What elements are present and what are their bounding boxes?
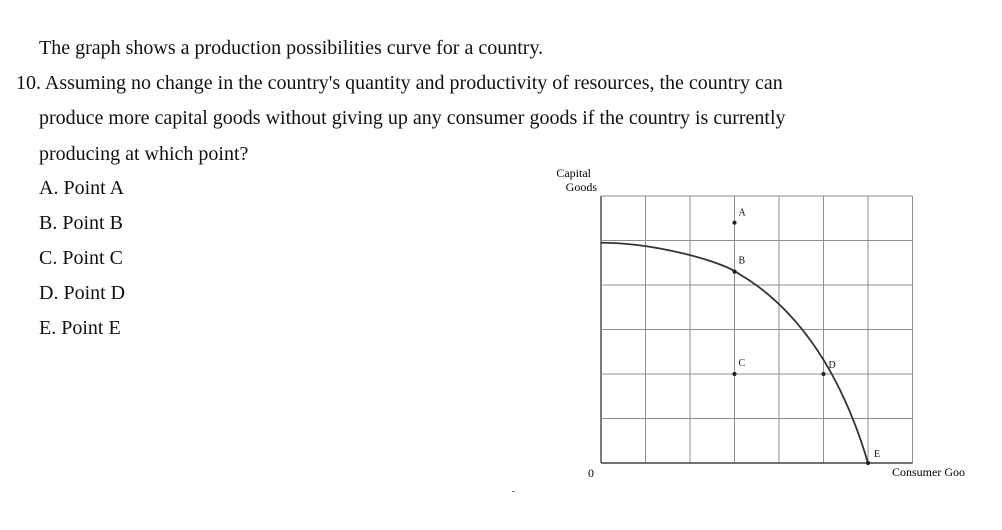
point-d-marker [821,372,825,376]
y-axis-label-line-2: Goods [565,180,597,194]
point-a-label: A [738,207,746,219]
graph-points [732,208,880,465]
answer-option-d[interactable]: D. Point D [39,282,126,304]
question-line-1: 10. Assuming no change in the country's quantity and productivity of resources, the country can [16,72,783,94]
point-d-label: D [828,360,836,371]
point-c-label: C [738,358,746,369]
answer-option-e[interactable]: E. Point E [39,317,121,339]
point-e-label: E [874,449,881,460]
point-b-marker [732,270,736,274]
answer-option-c[interactable]: C. Point C [39,247,123,269]
stray-mark [512,491,515,492]
question-line-3: producing at which point? [39,143,249,165]
point-b-label: B [738,255,746,267]
point-a-marker [732,221,736,225]
origin-label: 0 [588,466,594,480]
y-axis-label-line-1: Capital [556,166,591,180]
production-possibilities-graph [545,160,985,490]
point-c-marker [732,372,736,376]
point-e-marker [866,461,870,465]
question-line-2: produce more capital goods without giving up any consumer goods if the country is currently [39,107,786,129]
graph-grid [601,196,913,463]
x-axis-label: Consumer Goo [892,465,965,479]
intro-text: The graph shows a production possibilities curve for a country. [39,37,544,59]
answer-option-a[interactable]: A. Point A [39,177,125,199]
answer-option-b[interactable]: B. Point B [39,212,123,234]
